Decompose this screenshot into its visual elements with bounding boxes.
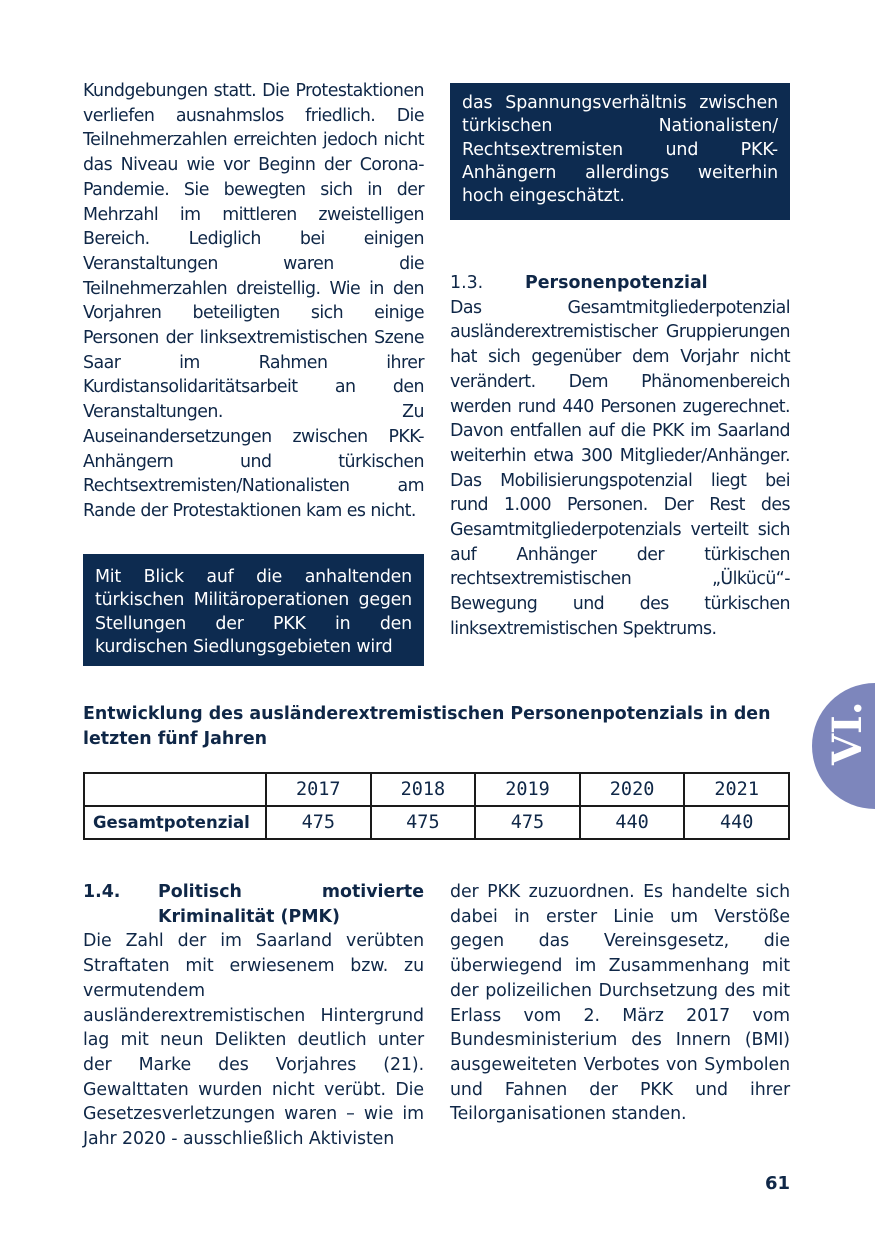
value-cell: 440 [580, 806, 685, 839]
table-header-row [84, 773, 789, 806]
year-cell: 2017 [266, 773, 371, 806]
info-box-left-text: Mit Blick auf die anhaltenden türkischen Militäroperationen gegen Stellungen der PKK in den kurdischen Siedlungsgebieten wird [95, 567, 412, 657]
year-cell: 2021 [684, 773, 789, 806]
value-cell: 475 [266, 806, 371, 839]
year-cell: 2018 [371, 773, 476, 806]
table-title: Entwicklung des ausländerextremistischen Personenpotenzials in den letzten fünf Jahren [83, 704, 771, 749]
section-1-4-heading [83, 880, 424, 929]
section-1-4-number: 1.4. [83, 882, 121, 902]
info-box-right [450, 83, 790, 220]
section-1-3 [450, 271, 790, 642]
row-label: Gesamtpotenzial [84, 806, 266, 839]
section-1-4-title: Politisch motivierte Kriminalität (PMK) [158, 882, 424, 927]
value-cell: 440 [684, 806, 789, 839]
section-1-3-title: Personenpotenzial [525, 273, 708, 293]
page-number: 61 [764, 1173, 790, 1194]
table-corner-cell [84, 773, 266, 806]
person-potential-table [83, 772, 790, 840]
chapter-tab-label: VI. [824, 701, 871, 765]
section-1-4-paragraph-left: Die Zahl der im Saarland verübten Straftaten mit erwiesenem bzw. zu vermutendem ausländerextremistischen Hintergrund lag mit neun Delikten deutlich unter der Marke des Vorjahres (21). Gewalttaten wurden nicht verübt. Die Gesetzesverletzungen waren – wie im Jahr 2020 - ausschließlich Aktivisten [83, 931, 424, 1150]
section-1-3-paragraph: Das Gesamtmitgliederpotenzial ausländerextremistischer Gruppierungen hat sich gegenüber dem Vorjahr nicht verändert. Dem Phänomenbereich werden rund 440 Personen zugerechnet. Davon entfallen auf die PKK im Saarland weiterhin etwa 300 Mitglieder/Anhänger. Das Mobilisierungspotenzial liegt bei rund 1.000 Personen. Der Rest des Gesamtmitgliederpotenzials verteilt sich auf Anhänger der türkischen rechtsextremistischen „Ülkücü“-Bewegung und des türkischen linksextremistischen Spektrums. [450, 297, 790, 639]
value-cell: 475 [475, 806, 580, 839]
info-box-right-text: das Spannungsverhältnis zwischen türkischen Nationalisten/ Rechtsextremisten und PKK-Anhängern allerdings weiterhin hoch eingeschätzt. [462, 93, 778, 207]
section-1-4-continued [450, 880, 790, 1127]
table-row [84, 806, 789, 839]
intro-paragraph: Kundgebungen statt. Die Protestaktionen verliefen ausnahmslos friedlich. Die Teilnehmerzahlen erreichten jedoch nicht das Niveau wie vor Beginn der Corona-Pandemie. Sie bewegten sich in der Mehrzahl im mittleren zweistelligen Bereich. Lediglich bei einigen Veranstaltungen waren die Teilnehmerzahlen dreistellig. Wie in den Vorjahren beteiligten sich einige Personen der linksextremistischen Szene Saar im Rahmen ihrer Kurdistansolidaritätsarbeit an den Veranstaltungen. Zu Auseinandersetzungen zwischen PKK-Anhängern und türkischen Rechtsextremisten/Nationalisten am Rande der Protestaktionen kam es nicht. [83, 81, 424, 521]
section-1-4-paragraph-right: der PKK zuzuordnen. Es handelte sich dabei in erster Linie um Verstöße gegen das Vereinsgesetz, die überwiegend im Zusammenhang mit der polizeilichen Durchsetzung des mit Erlass vom 2. März 2017 vom Bundesministerium des Innern (BMI) ausgeweiteten Verbotes von Symbolen und Fahnen der PKK und ihrer Teilorganisationen standen. [450, 882, 790, 1125]
chapter-tab [812, 683, 875, 809]
year-cell: 2020 [580, 773, 685, 806]
left-column-top [83, 79, 424, 524]
info-box-left [83, 554, 424, 666]
value-cell: 475 [371, 806, 476, 839]
section-1-3-heading [450, 271, 790, 296]
section-1-4 [83, 880, 424, 1152]
year-cell: 2019 [475, 773, 580, 806]
section-1-3-number: 1.3. [450, 273, 484, 293]
